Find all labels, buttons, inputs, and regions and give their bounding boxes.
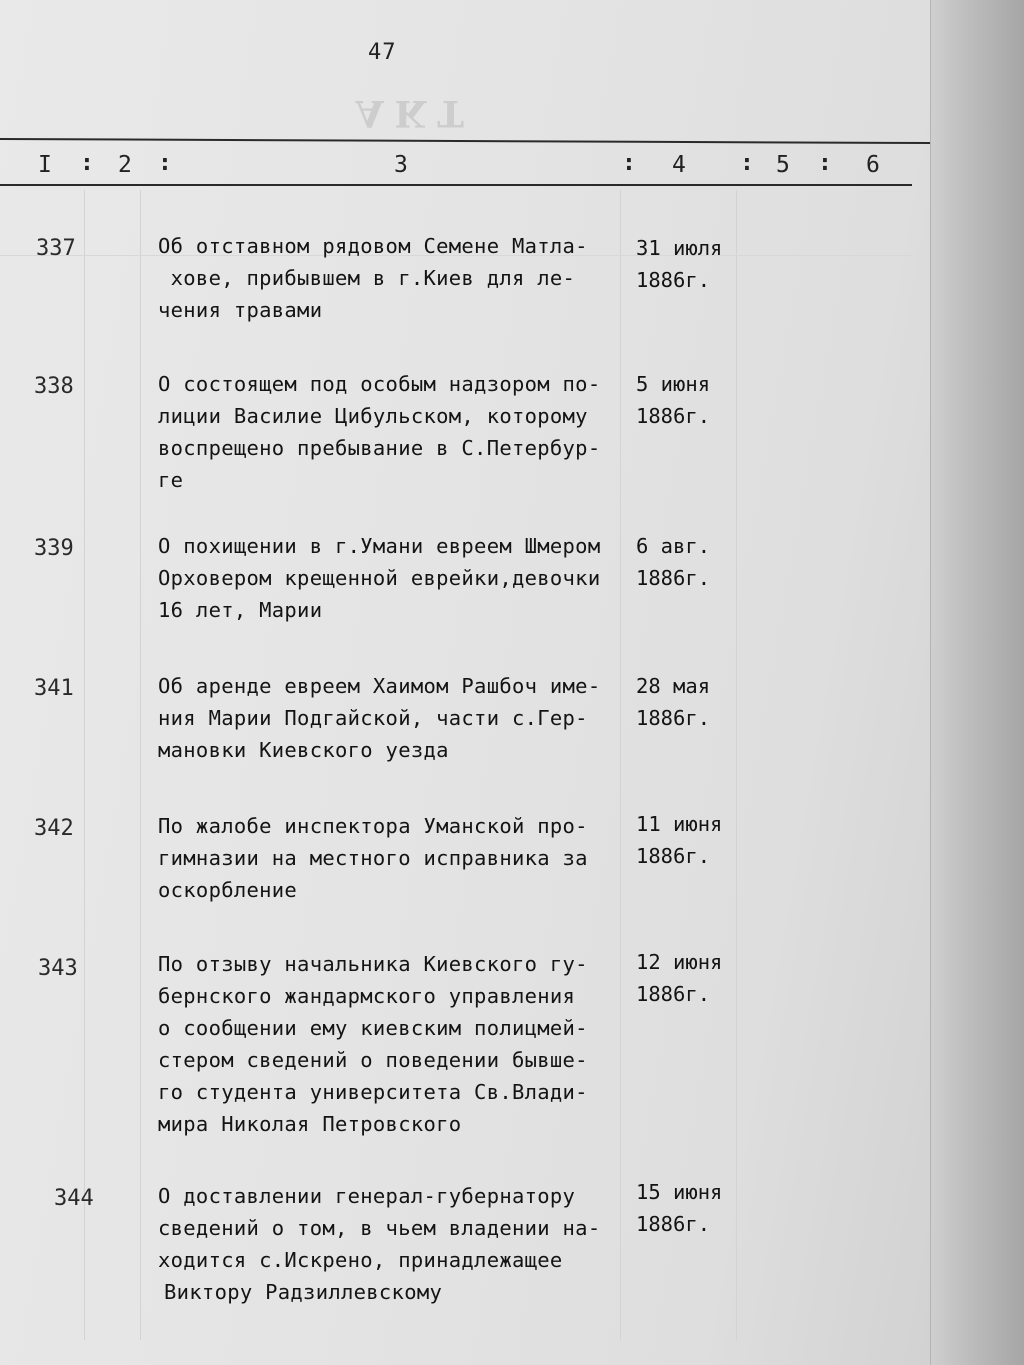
entry-date: 12 июня 1886г.: [636, 950, 723, 1006]
column-number-6: 6: [866, 152, 880, 178]
entry-description: Об аренде евреем Хаимом Рашбоч име- ния Марии Подгайской, части с.Гер- мановки Киевского уезда: [158, 674, 601, 762]
column-number-3: 3: [394, 152, 408, 178]
entry-description: О состоящем под особым надзором по- лиции Василие Цибульском, которому воспрещено пребывание в С.Петербур- ге: [158, 372, 601, 492]
bleed-through-line: [736, 190, 737, 1340]
entry-description: Об отставном рядовом Семене Матла- хове, прибывшем в г.Киев для ле- чения травами: [158, 234, 588, 322]
column-separator: :: [818, 150, 832, 176]
bleed-through-line: [84, 190, 85, 1340]
entry-number: 342: [34, 816, 74, 841]
column-number-4: 4: [672, 152, 686, 178]
entry-date: 11 июня 1886г.: [636, 812, 723, 868]
bleed-through-title: АКТ: [355, 92, 474, 134]
entry-date: 5 июня 1886г.: [636, 372, 711, 428]
entry-number: 337: [36, 236, 76, 261]
entry-date: 28 мая 1886г.: [636, 674, 711, 730]
bleed-through-line: [140, 190, 141, 1340]
entry-description: По отзыву начальника Киевского гу- бернского жандармского управления о сообщении ему киевским полицмей- стером сведений о поведении бывше- го студента университета Св.Влади- мира Николая Петровского: [158, 952, 588, 1136]
entry-description: О похищении в г.Умани евреем Шмером Орховером крещенной еврейки,девочки 16 лет, Марии: [158, 534, 601, 622]
entry-description: По жалобе инспектора Уманской про- гимназии на местного исправника за оскорбление: [158, 814, 588, 902]
entry-date: 31 июля 1886г.: [636, 236, 723, 292]
entry-number: 338: [34, 374, 74, 399]
column-number-2: 2: [118, 152, 132, 178]
entry-date: 6 авг. 1886г.: [636, 534, 711, 590]
column-separator: :: [740, 150, 754, 176]
entry-description: О доставлении генерал-губернатору сведений о том, в чьем владении на- ходится с.Искрено, принадлежащее Виктору Радзиллевскому: [158, 1184, 601, 1304]
entry-number: 339: [34, 536, 74, 561]
column-separator: :: [158, 150, 172, 176]
entry-number: 344: [54, 1186, 94, 1211]
entry-date: 15 июня 1886г.: [636, 1180, 723, 1236]
header-top-rule: [0, 138, 930, 144]
next-page-edge: [930, 0, 1024, 1365]
column-number-1: I: [38, 152, 52, 178]
header-bottom-rule: [0, 184, 912, 186]
entry-number: 341: [34, 676, 74, 701]
entry-number: 343: [38, 956, 78, 981]
column-number-5: 5: [776, 152, 790, 178]
column-separator: :: [622, 150, 636, 176]
page-number: 47: [368, 40, 397, 65]
column-separator: :: [80, 150, 94, 176]
